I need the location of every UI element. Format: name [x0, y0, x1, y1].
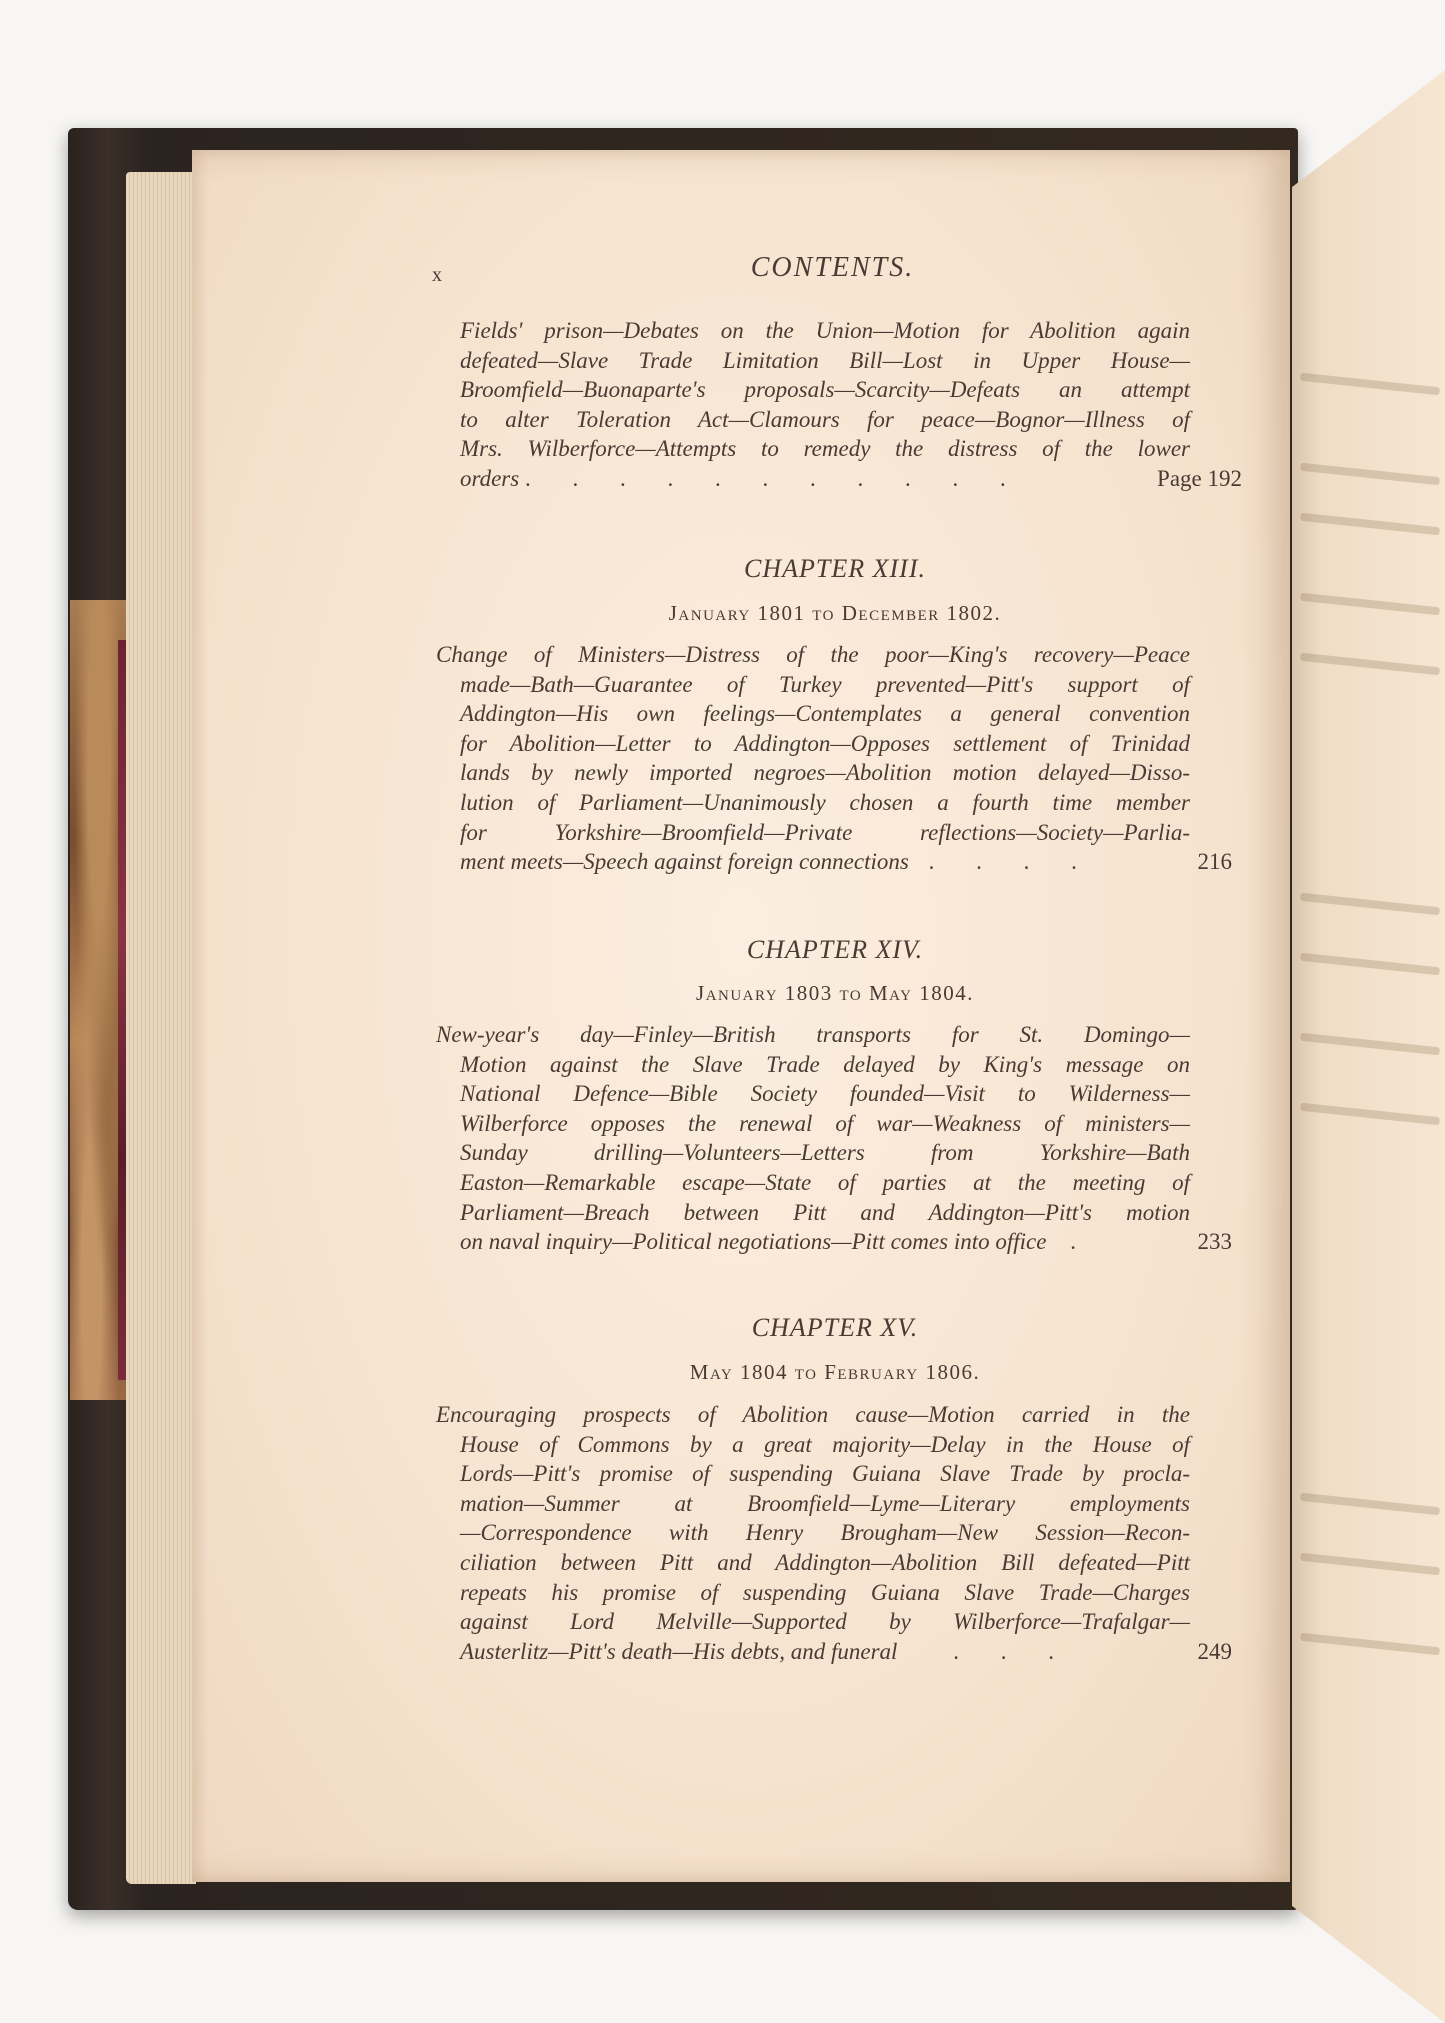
summary-line: Austerlitz—Pitt's death—His debts, and funeral: [460, 1638, 898, 1664]
summary-line: lands by newly imported negroes—Abolition motion delayed—Disso-: [460, 760, 1190, 786]
leader-dots: . . .: [953, 1638, 1072, 1664]
summary-line: for Abolition—Letter to Addington—Opposes settlement of Trinidad: [460, 730, 1190, 756]
summary-line-last: [460, 1227, 1190, 1257]
page-edges: [126, 172, 196, 1884]
summary-line: Easton—Remarkable escape—State of parties at the meeting of: [460, 1169, 1190, 1195]
summary-line: Parliament—Breach between Pitt and Addington—Pitt's motion: [460, 1199, 1190, 1225]
summary-line: lution of Parliament—Unanimously chosen a fourth time member: [460, 789, 1190, 815]
chapter-dates: May 1804 to February 1806.: [689, 1360, 981, 1384]
summary-line: New-year's day—Finley—British transports for St. Domingo—: [436, 1022, 1190, 1047]
summary-line: made—Bath—Guarantee of Turkey prevented—Pitt's support of: [460, 671, 1190, 697]
chapter-summary: [436, 640, 1232, 877]
chapter-summary: [436, 1400, 1232, 1666]
contents-heading: CONTENTS.: [750, 252, 915, 283]
summary-line: defeated—Slave Trade Limitation Bill—Lost in Upper House—: [460, 347, 1190, 373]
page-reference: Page 192: [1157, 465, 1242, 491]
summary-line: repeats his promise of suspending Guiana Slave Trade—Charges: [460, 1579, 1190, 1605]
summary-line: Mrs. Wilberforce—Attempts to remedy the distress of the lower: [460, 436, 1190, 462]
chapter-dates: January 1803 to May 1804.: [696, 981, 974, 1005]
chapter-summary: [460, 316, 1242, 494]
leader-dots: . . . . . . . . . . .: [524, 465, 1024, 491]
page-number: x: [432, 264, 443, 286]
summary-line-last: [460, 847, 1190, 877]
chapter-summary: [436, 1020, 1232, 1257]
summary-line: Lords—Pitt's promise of suspending Guiana Slave Trade by procla-: [460, 1461, 1190, 1487]
summary-line: Fields' prison—Debates on the Union—Motion for Abolition again: [460, 318, 1190, 343]
chapter-title: CHAPTER XIII.: [744, 554, 926, 583]
summary-line: Addington—His own feelings—Contemplates a general convention: [460, 701, 1190, 727]
summary-line: to alter Toleration Act—Clamours for peace—Bognor—Illness of: [460, 406, 1190, 432]
leader-dots: .: [1070, 1229, 1094, 1255]
summary-line: against Lord Melville—Supported by Wilberforce—Trafalgar—: [460, 1609, 1190, 1635]
summary-line: Encouraging prospects of Abolition cause—Motion carried in the: [436, 1402, 1190, 1427]
page-reference: 233: [1197, 1229, 1232, 1255]
summary-line-last: [460, 1637, 1190, 1667]
chapter-title: CHAPTER XIV.: [746, 935, 924, 964]
summary-line-last: [460, 464, 1190, 494]
summary-line: on naval inquiry—Political negotiations—Pitt comes into office: [460, 1229, 1047, 1255]
summary-line: Broomfield—Buonaparte's proposals—Scarcity—Defeats an attempt: [460, 377, 1190, 403]
summary-line: mation—Summer at Broomfield—Lyme—Literary employments: [460, 1490, 1190, 1516]
chapter-title: CHAPTER XV.: [751, 1313, 919, 1342]
summary-line: Sunday drilling—Volunteers—Letters from Yorkshire—Bath: [460, 1140, 1190, 1166]
summary-line: Motion against the Slave Trade delayed by King's message on: [460, 1051, 1190, 1077]
summary-line: orders: [460, 465, 520, 491]
page-reference: 249: [1197, 1638, 1232, 1664]
summary-line: National Defence—Bible Society founded—Visit to Wilderness—: [460, 1081, 1190, 1107]
summary-line: Change of Ministers—Distress of the poor—King's recovery—Peace: [436, 642, 1190, 667]
summary-line: ciliation between Pitt and Addington—Abolition Bill defeated—Pitt: [460, 1549, 1190, 1575]
summary-line: —Correspondence with Henry Brougham—New Session—Recon-: [460, 1520, 1190, 1546]
summary-line: Wilberforce opposes the renewal of war—Weakness of ministers—: [460, 1110, 1190, 1136]
leader-dots: . . . .: [928, 849, 1095, 875]
summary-line: House of Commons by a great majority—Delay in the House of: [460, 1431, 1190, 1457]
chapter-dates: January 1801 to December 1802.: [668, 601, 1002, 625]
summary-line: for Yorkshire—Broomfield—Private reflections—Society—Parlia-: [460, 819, 1190, 845]
summary-line: ment meets—Speech against foreign connections: [460, 849, 909, 875]
page-reference: 216: [1197, 849, 1232, 875]
